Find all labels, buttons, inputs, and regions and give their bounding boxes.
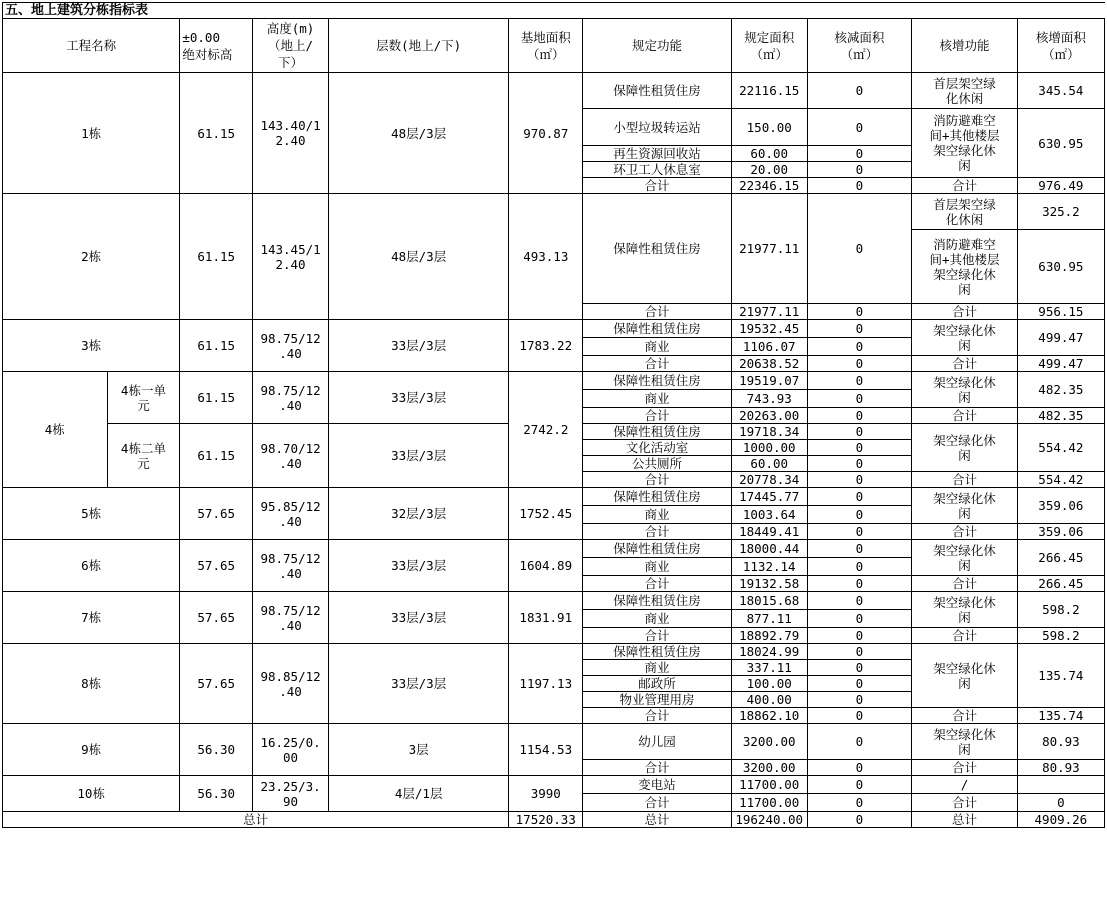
building-name-cell: 5栋 [3,488,180,540]
base-area-cell: 1752.45 [509,488,583,540]
dec-area-cell: 0 [807,692,912,708]
building-name-cell: 9栋 [3,724,180,776]
elevation-cell: 57.65 [180,540,253,592]
spec-area-cell: 1000.00 [731,440,807,456]
inc-area-cell: 976.49 [1017,178,1104,194]
floors-cell: 33层/3层 [328,592,508,644]
height-cell: 16.25/0. 00 [253,724,329,776]
elevation-cell: 57.65 [180,592,253,644]
table-row [3,488,1105,506]
function-cell: 保障性租赁住房 [583,73,732,109]
inc-function-cell: 合计 [912,304,1018,320]
floors-cell: 3层 [328,724,508,776]
table-row [3,540,1105,558]
dec-area-cell: 0 [807,109,912,146]
height-cell: 98.75/12 .40 [253,372,329,424]
header-cell: 规定面积 （㎡） [731,19,807,73]
building-name-cell: 1栋 [3,73,180,194]
inc-area-cell: 345.54 [1017,73,1104,109]
inc-area-cell: 630.95 [1017,230,1104,304]
header-cell: 核增功能 [912,19,1018,73]
building-index-table [2,18,1105,828]
function-cell: 商业 [583,558,732,576]
dec-area-cell: 0 [807,776,912,794]
spec-area-cell: 400.00 [731,692,807,708]
inc-function-cell: 合计 [912,760,1018,776]
header-cell: 工程名称 [3,19,180,73]
base-area-cell: 970.87 [509,73,583,194]
inc-function-cell: 消防避难空 间+其他楼层 架空绿化休 闲 [912,230,1018,304]
spec-area-cell: 3200.00 [731,724,807,760]
elevation-cell: 61.15 [180,194,253,320]
elevation-cell: 56.30 [180,724,253,776]
floors-cell: 32层/3层 [328,488,508,540]
header-row [3,19,1105,73]
base-area-cell: 1197.13 [509,644,583,724]
base-area-cell: 2742.2 [509,372,583,488]
dec-area-cell: 0 [807,146,912,162]
function-cell: 保障性租赁住房 [583,488,732,506]
unit-name-cell: 4栋二单 元 [107,424,180,488]
inc-function-cell: 架空绿化休 闲 [912,320,1018,356]
floors-cell: 48层/3层 [328,194,508,320]
elevation-cell: 57.65 [180,488,253,540]
dec-area-cell: 0 [807,73,912,109]
spec-area-cell: 100.00 [731,676,807,692]
function-cell: 合计 [583,356,732,372]
table-row [3,194,1105,230]
inc-function-cell: 合计 [912,628,1018,644]
total-function-cell: 总计 [583,812,732,828]
table-row [3,320,1105,338]
spec-area-cell: 1106.07 [731,338,807,356]
spec-area-cell: 337.11 [731,660,807,676]
function-cell: 合计 [583,472,732,488]
floors-cell: 33层/3层 [328,644,508,724]
dec-area-cell: 0 [807,524,912,540]
function-cell: 文化活动室 [583,440,732,456]
elevation-cell: 61.15 [180,372,253,424]
inc-area-cell: 554.42 [1017,424,1104,472]
total-row [3,812,1105,828]
inc-function-cell: 架空绿化休 闲 [912,372,1018,408]
floors-cell: 33层/3层 [328,424,508,488]
total-inc-label-cell: 总计 [912,812,1018,828]
height-cell: 98.75/12 .40 [253,540,329,592]
dec-area-cell: 0 [807,372,912,390]
dec-area-cell: 0 [807,708,912,724]
function-cell: 公共厕所 [583,456,732,472]
table-title: 五、地上建筑分栋指标表 [2,2,1105,18]
inc-area-cell: 135.74 [1017,708,1104,724]
base-area-cell: 1154.53 [509,724,583,776]
inc-function-cell: 架空绿化休 闲 [912,592,1018,628]
dec-area-cell: 0 [807,408,912,424]
inc-function-cell: 架空绿化休 闲 [912,424,1018,472]
inc-area-cell: 80.93 [1017,760,1104,776]
inc-area-cell: 80.93 [1017,724,1104,760]
function-cell: 保障性租赁住房 [583,540,732,558]
inc-area-cell: 956.15 [1017,304,1104,320]
function-cell: 商业 [583,660,732,676]
spec-area-cell: 743.93 [731,390,807,408]
table-row [3,73,1105,109]
function-cell: 幼儿园 [583,724,732,760]
function-cell: 保障性租赁住房 [583,194,732,304]
dec-area-cell: 0 [807,558,912,576]
header-cell: 高度(m) （地上/ 下） [253,19,329,73]
function-cell: 小型垃圾转运站 [583,109,732,146]
elevation-cell: 61.15 [180,424,253,488]
dec-area-cell: 0 [807,456,912,472]
inc-area-cell: 482.35 [1017,372,1104,408]
building-name-cell: 10栋 [3,776,180,812]
spec-area-cell: 22116.15 [731,73,807,109]
elevation-cell: 61.15 [180,320,253,372]
dec-area-cell: 0 [807,760,912,776]
spec-area-cell: 20.00 [731,162,807,178]
inc-function-cell: 合计 [912,524,1018,540]
header-cell: 规定功能 [583,19,732,73]
dec-area-cell: 0 [807,724,912,760]
dec-area-cell: 0 [807,592,912,610]
total-dec-area-cell: 0 [807,812,912,828]
height-cell: 98.75/12 .40 [253,320,329,372]
dec-area-cell: 0 [807,304,912,320]
inc-area-cell: 266.45 [1017,576,1104,592]
spec-area-cell: 20638.52 [731,356,807,372]
building-name-cell: 3栋 [3,320,180,372]
spec-area-cell: 18015.68 [731,592,807,610]
function-cell: 保障性租赁住房 [583,372,732,390]
inc-function-cell: 架空绿化休 闲 [912,540,1018,576]
function-cell: 保障性租赁住房 [583,320,732,338]
total-base-area-cell: 17520.33 [509,812,583,828]
function-cell: 环卫工人休息室 [583,162,732,178]
inc-area-cell: 482.35 [1017,408,1104,424]
table-row [3,592,1105,610]
building-name-cell: 7栋 [3,592,180,644]
function-cell: 合计 [583,408,732,424]
spec-area-cell: 1003.64 [731,506,807,524]
spec-area-cell: 877.11 [731,610,807,628]
base-area-cell: 1831.91 [509,592,583,644]
spec-area-cell: 19132.58 [731,576,807,592]
inc-area-cell: 359.06 [1017,524,1104,540]
dec-area-cell: 0 [807,540,912,558]
inc-function-cell: 首层架空绿 化休闲 [912,73,1018,109]
dec-area-cell: 0 [807,162,912,178]
inc-area-cell: 598.2 [1017,628,1104,644]
spec-area-cell: 19532.45 [731,320,807,338]
inc-area-cell: 554.42 [1017,472,1104,488]
dec-area-cell: 0 [807,440,912,456]
table-row [3,776,1105,794]
function-cell: 商业 [583,506,732,524]
header-cell: 核减面积 （㎡） [807,19,912,73]
spec-area-cell: 18892.79 [731,628,807,644]
function-cell: 保障性租赁住房 [583,424,732,440]
inc-area-cell: 359.06 [1017,488,1104,524]
header-cell: 基地面积 （㎡） [509,19,583,73]
building-name-cell: 4栋 [3,372,108,488]
spec-area-cell: 11700.00 [731,794,807,812]
inc-area-cell: 325.2 [1017,194,1104,230]
spec-area-cell: 18000.44 [731,540,807,558]
spec-area-cell: 21977.11 [731,194,807,304]
function-cell: 合计 [583,760,732,776]
dec-area-cell: 0 [807,488,912,506]
function-cell: 合计 [583,576,732,592]
height-cell: 98.85/12 .40 [253,644,329,724]
inc-function-cell: 合计 [912,408,1018,424]
building-name-cell: 8栋 [3,644,180,724]
unit-name-cell: 4栋一单 元 [107,372,180,424]
function-cell: 商业 [583,610,732,628]
height-cell: 98.70/12 .40 [253,424,329,488]
building-name-cell: 2栋 [3,194,180,320]
total-inc-area-cell: 4909.26 [1017,812,1104,828]
spec-area-cell: 150.00 [731,109,807,146]
height-cell: 23.25/3. 90 [253,776,329,812]
inc-area-cell: 135.74 [1017,644,1104,708]
inc-function-cell: 消防避难空 间+其他楼层 架空绿化休 闲 [912,109,1018,178]
function-cell: 合计 [583,628,732,644]
dec-area-cell: 0 [807,424,912,440]
function-cell: 物业管理用房 [583,692,732,708]
function-cell: 合计 [583,794,732,812]
inc-function-cell: 首层架空绿 化休闲 [912,194,1018,230]
function-cell: 保障性租赁住房 [583,592,732,610]
inc-function-cell: 合计 [912,708,1018,724]
height-cell: 98.75/12 .40 [253,592,329,644]
dec-area-cell: 0 [807,194,912,304]
spec-area-cell: 11700.00 [731,776,807,794]
dec-area-cell: 0 [807,390,912,408]
function-cell: 保障性租赁住房 [583,644,732,660]
spec-area-cell: 22346.15 [731,178,807,194]
spec-area-cell: 18449.41 [731,524,807,540]
inc-area-cell: 0 [1017,794,1104,812]
dec-area-cell: 0 [807,506,912,524]
base-area-cell: 3990 [509,776,583,812]
inc-function-cell: 合计 [912,356,1018,372]
table-row [3,724,1105,760]
inc-function-cell: 合计 [912,576,1018,592]
function-cell: 再生资源回收站 [583,146,732,162]
dec-area-cell: 0 [807,178,912,194]
inc-area-cell: 266.45 [1017,540,1104,576]
floors-cell: 33层/3层 [328,320,508,372]
header-cell: 层数(地上/下) [328,19,508,73]
spec-area-cell: 1132.14 [731,558,807,576]
base-area-cell: 493.13 [509,194,583,320]
inc-function-cell: 架空绿化休 闲 [912,488,1018,524]
spec-area-cell: 19519.07 [731,372,807,390]
dec-area-cell: 0 [807,472,912,488]
inc-function-cell: 合计 [912,178,1018,194]
spec-area-cell: 20778.34 [731,472,807,488]
dec-area-cell: 0 [807,660,912,676]
floors-cell: 48层/3层 [328,73,508,194]
total-spec-area-cell: 196240.00 [731,812,807,828]
height-cell: 95.85/12 .40 [253,488,329,540]
inc-function-cell: 合计 [912,472,1018,488]
inc-function-cell: 架空绿化休 闲 [912,644,1018,708]
function-cell: 邮政所 [583,676,732,692]
spec-area-cell: 21977.11 [731,304,807,320]
inc-area-cell: 598.2 [1017,592,1104,628]
function-cell: 合计 [583,304,732,320]
dec-area-cell: 0 [807,794,912,812]
base-area-cell: 1783.22 [509,320,583,372]
dec-area-cell: 0 [807,320,912,338]
spec-area-cell: 60.00 [731,146,807,162]
header-cell: 核增面积 （㎡） [1017,19,1104,73]
spec-area-cell: 17445.77 [731,488,807,506]
dec-area-cell: 0 [807,576,912,592]
function-cell: 商业 [583,338,732,356]
spec-area-cell: 18862.10 [731,708,807,724]
function-cell: 商业 [583,390,732,408]
floors-cell: 33层/3层 [328,372,508,424]
height-cell: 143.40/1 2.40 [253,73,329,194]
floors-cell: 33层/3层 [328,540,508,592]
function-cell: 合计 [583,524,732,540]
elevation-cell: 61.15 [180,73,253,194]
spec-area-cell: 19718.34 [731,424,807,440]
inc-area-cell: 499.47 [1017,320,1104,356]
inc-area-cell [1017,776,1104,794]
elevation-cell: 56.30 [180,776,253,812]
table-row [3,372,1105,390]
function-cell: 合计 [583,178,732,194]
inc-function-cell: 架空绿化休 闲 [912,724,1018,760]
dec-area-cell: 0 [807,628,912,644]
building-name-cell: 6栋 [3,540,180,592]
inc-area-cell: 630.95 [1017,109,1104,178]
spec-area-cell: 18024.99 [731,644,807,660]
dec-area-cell: 0 [807,676,912,692]
function-cell: 合计 [583,708,732,724]
dec-area-cell: 0 [807,338,912,356]
spec-area-cell: 20263.00 [731,408,807,424]
spec-area-cell: 3200.00 [731,760,807,776]
spec-area-cell: 60.00 [731,456,807,472]
function-cell: 变电站 [583,776,732,794]
dec-area-cell: 0 [807,644,912,660]
elevation-cell: 57.65 [180,644,253,724]
dec-area-cell: 0 [807,610,912,628]
inc-function-cell: 合计 [912,794,1018,812]
table-row [3,644,1105,660]
base-area-cell: 1604.89 [509,540,583,592]
inc-area-cell: 499.47 [1017,356,1104,372]
header-cell: ±0.00 绝对标高 [180,19,253,73]
inc-function-cell: / [912,776,1018,794]
dec-area-cell: 0 [807,356,912,372]
total-label-cell: 总计 [3,812,509,828]
floors-cell: 4层/1层 [328,776,508,812]
height-cell: 143.45/1 2.40 [253,194,329,320]
